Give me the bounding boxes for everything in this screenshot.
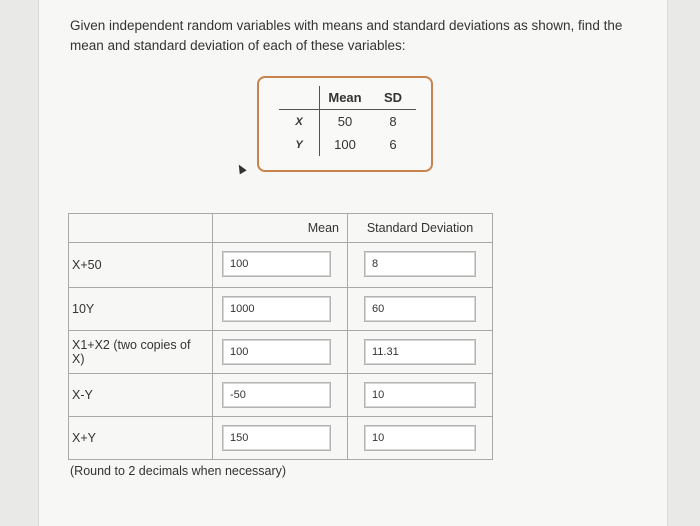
- given-row-label: X: [279, 110, 320, 134]
- given-row-sd: 6: [389, 137, 397, 152]
- question-prompt: Given independent random variables with means and standard deviations as shown, find the mean and standard deviation of each of these variables:: [70, 18, 623, 53]
- given-row-label: Y: [279, 133, 320, 156]
- sd-input[interactable]: 8: [364, 251, 476, 277]
- answer-table: [68, 213, 493, 460]
- row-label: X+Y: [69, 417, 213, 460]
- mean-input[interactable]: 100: [222, 339, 331, 365]
- given-values-table: [257, 76, 433, 172]
- given-row-mean: 50: [337, 114, 353, 129]
- sd-input[interactable]: 10: [364, 425, 476, 451]
- answer-header-sd: Standard Deviation: [348, 214, 493, 243]
- table-row: [69, 331, 493, 374]
- mean-input[interactable]: 150: [222, 425, 331, 451]
- given-row-sd: 8: [389, 114, 397, 129]
- table-row: [69, 243, 493, 288]
- given-header-mean: Mean: [320, 86, 371, 110]
- sd-input[interactable]: 10: [364, 382, 476, 408]
- answer-header-mean: Mean: [213, 214, 348, 243]
- row-label-text: X1+X2 (two copies of X): [72, 338, 191, 366]
- sd-input[interactable]: 11.31: [364, 339, 476, 365]
- table-row: [69, 288, 493, 331]
- given-header-sd: SD: [370, 86, 416, 110]
- rounding-note: (Round to 2 decimals when necessary): [70, 464, 287, 478]
- row-label: X+50: [69, 243, 213, 288]
- sd-input[interactable]: 60: [364, 296, 476, 322]
- mean-input[interactable]: 100: [222, 251, 331, 277]
- row-label: 10Y: [69, 288, 213, 331]
- table-row: [69, 417, 493, 460]
- table-row: [69, 374, 493, 417]
- row-label: X-Y: [69, 374, 213, 417]
- mean-input[interactable]: 1000: [222, 296, 331, 322]
- given-row-mean: 100: [334, 137, 356, 152]
- row-label: [69, 331, 213, 374]
- mean-input[interactable]: -50: [222, 382, 331, 408]
